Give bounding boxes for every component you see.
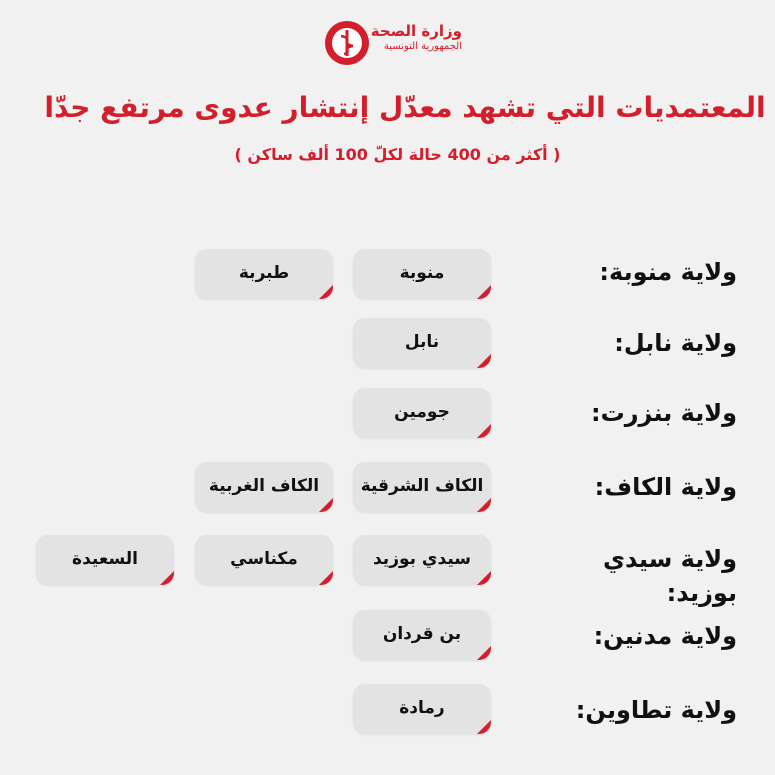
delegation-box (353, 249, 491, 299)
delegation-box (353, 684, 491, 734)
corner-accent (319, 498, 333, 512)
delegation-box (195, 535, 333, 585)
delegation-box (195, 462, 333, 512)
delegation-name: الكاف الغربية (208, 476, 320, 496)
delegation-box (353, 462, 491, 512)
delegation-box (353, 535, 491, 585)
delegation-box (353, 318, 491, 368)
delegation-name: نابل (404, 332, 440, 352)
corner-accent (160, 571, 174, 585)
governorate-label: ولاية تطاوين: (575, 696, 737, 724)
delegation-name: طبربة (238, 263, 290, 283)
delegation-box (353, 610, 491, 660)
ministry-emblem-icon (322, 18, 372, 68)
delegation-name: جومين (394, 402, 450, 422)
corner-accent (477, 354, 491, 368)
delegation-box (36, 535, 174, 585)
delegation-name: رمادة (399, 698, 445, 718)
page-subtitle: ( أكثر من 400 حالة لكلّ 100 ألف ساكن ) (234, 145, 561, 164)
corner-accent (477, 285, 491, 299)
delegation-box (353, 388, 491, 438)
delegation-name: بن قردان (382, 624, 462, 644)
corner-accent (477, 424, 491, 438)
delegation-name: السعيدة (72, 549, 138, 569)
delegation-name: الكاف الشرقية (360, 476, 484, 496)
corner-accent (477, 720, 491, 734)
delegation-name: منوبة (399, 263, 445, 283)
logo-subtitle: الجمهورية التونسية (383, 41, 462, 52)
governorate-label: ولاية الكاف: (594, 473, 737, 501)
ministry-logo (322, 18, 462, 70)
delegation-name: مكناسي (230, 549, 298, 569)
corner-accent (319, 571, 333, 585)
governorate-label: ولاية منوبة: (599, 258, 737, 286)
page-title: المعتمديات التي تشهد معدّل إنتشار عدوى مرتفع جدّا (44, 91, 766, 124)
corner-accent (477, 646, 491, 660)
corner-accent (319, 285, 333, 299)
delegation-box (195, 249, 333, 299)
governorate-label: ولاية سيدي بوزيد: (603, 545, 737, 607)
governorate-label: ولاية مدنين: (593, 622, 737, 650)
delegation-name: سيدي بوزيد (372, 549, 471, 569)
logo-title: وزارة الصحة (370, 22, 462, 40)
corner-accent (477, 571, 491, 585)
governorate-label: ولاية نابل: (614, 329, 737, 357)
governorate-label: ولاية بنزرت: (591, 399, 737, 427)
corner-accent (477, 498, 491, 512)
